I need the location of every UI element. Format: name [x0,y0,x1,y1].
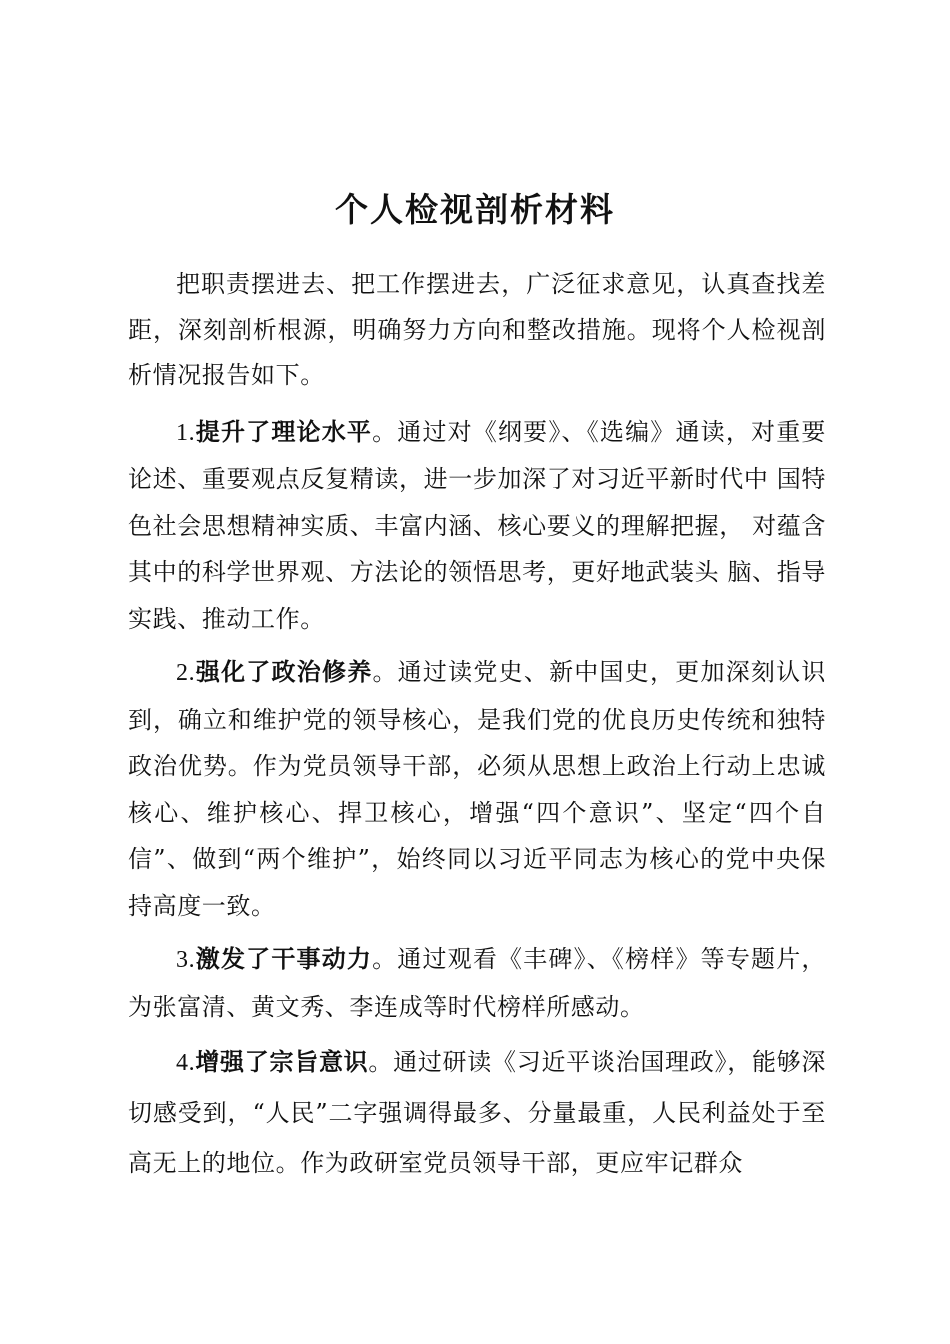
item-heading: 提升了理论水平 [195,417,373,446]
item-number: 4. [176,1050,196,1076]
item-paragraph-1 [128,409,826,643]
item-heading: 激发了干事动力 [195,945,373,973]
document-body [128,262,826,1195]
item-text: 。通过研读《习近平谈治国理政》，能够深切感受到，“人民”二字强调得最多、分量最重，人民利益处于至高无上的地位。作为政研室党员领导干部，更应牢记群众 [128,1048,826,1177]
item-paragraph-2 [128,649,826,929]
item-text: 。通过观看《丰碑》、《榜样》等专题片，为张富清、黄文秀、李连成等时代榜样所感动。 [128,945,826,1021]
item-heading: 增强了宗旨意识 [195,1048,369,1076]
intro-paragraph: 把职责摆进去、把工作摆进去，广泛征求意见，认真查找差距，深刻剖析根源，明确努力方向和整改措施。现将个人检视剖析情况报告如下。 [128,270,826,389]
item-paragraph-4 [128,1037,826,1188]
item-number: 1. [176,419,196,446]
document-title: 个人检视剖析材料 [335,190,615,229]
item-number: 2. [176,660,196,686]
item-heading: 强化了政治修养 [195,658,373,686]
item-number: 3. [176,947,196,973]
item-text: 。通过对《纲要》、《选编》通读，对重要论述、重要观点反复精读，进一步加深了对习近平新时代中 国特色社会思想精神实质、丰富内涵、核心要义的理解把握， 对蕴含其中的科学世界观、方法论的领悟思考，更好地武装头 脑、指导实践、推动工作。 [128,417,826,633]
item-text: 。通过读党史、新中国史，更加深刻认识到，确立和维护党的领导核心，是我们党的优良历史传统和独特政治优势。作为党员领导干部，必须从思想上政治上行动上忠诚核心、维护核心、捍卫核心，增强“四个意识”、坚定“四个自信”、做到“两个维护”，始终同以习近平同志为核心的党中央保持高度一致。 [128,658,826,920]
item-paragraph-3 [128,936,826,1030]
